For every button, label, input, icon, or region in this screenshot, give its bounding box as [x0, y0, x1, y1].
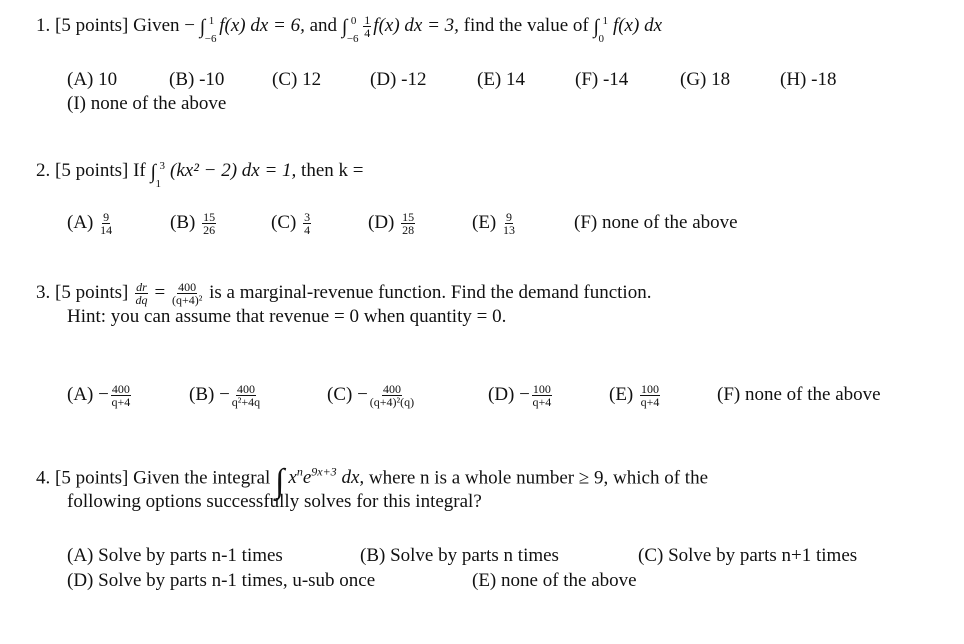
choice-b[interactable]: (B) Solve by parts n times: [360, 545, 559, 566]
choice-f[interactable]: (F) -14: [575, 69, 629, 90]
choice-a[interactable]: (A) Solve by parts n-1 times: [67, 545, 283, 566]
choice-a[interactable]: (A) $\frac{9}{14}$: [67, 210, 113, 237]
q1-text: find the value of: [463, 14, 589, 36]
choice-d[interactable]: (D) $\frac{15}{28}$: [368, 210, 415, 237]
question-1: [36, 13, 663, 45]
q1-expr: f(x) dx = 3,: [373, 14, 459, 36]
q1-text: Given −: [133, 14, 196, 36]
choice-c[interactable]: (C) Solve by parts n+1 times: [638, 545, 858, 566]
choice-e[interactable]: (E) 14: [477, 69, 526, 90]
points-label: [5 points]: [55, 14, 129, 36]
points-label: [5 points]: [55, 281, 129, 303]
q3-hint: Hint: you can assume that revenue = 0 when quantity = 0.: [67, 306, 507, 327]
integral-1: ∫ 1 −6: [199, 14, 217, 45]
question-number: 4.: [36, 467, 51, 489]
choice-g[interactable]: (G) 18: [680, 69, 731, 90]
q4-text: Given the integral: [133, 467, 271, 489]
choice-a[interactable]: (A) 10: [67, 69, 118, 90]
question-3: [36, 281, 651, 306]
rhs-fraction: $\frac{400}{\text{(q+4)²}}$: [172, 280, 203, 307]
q1-expr: f(x) dx: [612, 14, 663, 36]
fraction: $\frac{1}{4}$: [364, 13, 371, 40]
derivative-fraction: $\frac{dr}{dq}$: [135, 280, 148, 307]
choice-f[interactable]: (F) none of the above: [717, 383, 881, 405]
choice-f[interactable]: (F) none of the above: [574, 211, 738, 233]
choice-e[interactable]: (E) $\frac{9}{13}$: [472, 210, 516, 237]
question-2: [36, 160, 364, 190]
points-label: [5 points]: [55, 160, 129, 181]
q3-choices: [67, 383, 881, 408]
choice-b[interactable]: (B) $\frac{15}{26}$: [170, 210, 216, 237]
q4-choices-row1: [67, 545, 857, 567]
q1-choices: [67, 69, 836, 91]
q1-text: and: [309, 14, 338, 36]
equals-sign: =: [154, 281, 166, 303]
integral-2: ∫ 0 −6: [341, 14, 359, 45]
q2-choices: [67, 211, 738, 236]
q4-choices-row2: [67, 570, 637, 592]
integral-3: ∫ 1 0: [593, 14, 608, 45]
choice-a[interactable]: (A) − $\frac{400}{q+4}$: [67, 382, 131, 409]
choice-d[interactable]: (D) Solve by parts n-1 times, u-sub once: [67, 570, 376, 591]
q2-expr: (kx² − 2) dx = 1,: [170, 160, 297, 181]
choice-c[interactable]: (C) − $\frac{400}{\text{(q+4)²(q)}}$: [327, 382, 415, 409]
q3-text: is a marginal-revenue function. Find the demand function.: [209, 281, 652, 303]
points-label: [5 points]: [55, 467, 129, 489]
choice-d[interactable]: (D) -12: [370, 69, 427, 90]
choice-c[interactable]: (C) $\frac{3}{4}$: [271, 210, 311, 237]
choice-i[interactable]: (I) none of the above: [67, 93, 227, 114]
choice-h[interactable]: (H) -18: [780, 69, 837, 90]
q4-text-continued: following options successfully solves for this integral?: [67, 491, 482, 512]
choice-e[interactable]: (E) none of the above: [472, 570, 637, 591]
integral-sign: ∫: [275, 463, 285, 501]
choice-b[interactable]: (B) − $\frac{400}{\text{q²+4q}}$: [189, 382, 261, 409]
question-number: 1.: [36, 14, 51, 36]
integrand: $x^ne^{9x+3}$ dx,: [288, 465, 365, 489]
q2-text: If: [133, 160, 146, 181]
q4-text: where n is a whole number ≥ 9, which of the: [368, 467, 709, 489]
question-4: [36, 461, 709, 501]
question-number: 3.: [36, 281, 51, 303]
q2-text: then k =: [301, 160, 364, 181]
choice-b[interactable]: (B) -10: [169, 69, 225, 90]
integral: ∫ 3 1: [150, 160, 166, 190]
choice-c[interactable]: (C) 12: [272, 69, 322, 90]
question-number: 2.: [36, 160, 51, 181]
choice-e[interactable]: (E) $\frac{100}{q+4}$: [609, 382, 660, 409]
q1-expr: f(x) dx = 6,: [219, 14, 305, 36]
choice-d[interactable]: (D) − $\frac{100}{q+4}$: [488, 382, 552, 409]
